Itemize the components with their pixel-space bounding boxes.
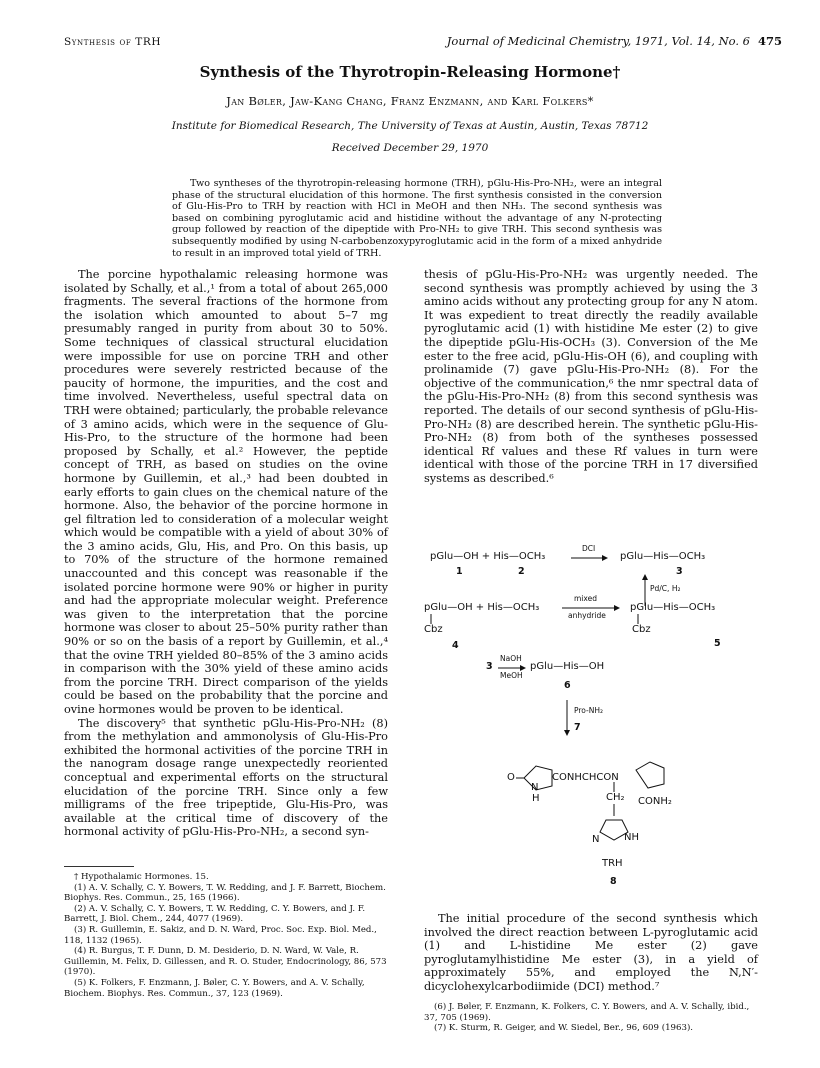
reaction-scheme bbox=[424, 544, 758, 908]
article-authors: Jan Bøler, Jaw-Kang Chang, Franz Enzmann, and Karl Folkers* bbox=[226, 94, 594, 108]
scheme-row3-start: 3 bbox=[486, 661, 493, 672]
left-paragraph-2: The discovery⁵ that synthetic pGlu-His-Pro-NH₂ (8) from the methylation and ammonolysis of Glu-His-Pro exhibited the hormonal activities of the porcine TRH in the nanogram dosage range unexpectedly reoriented conceptual and experimental efforts on the structural elucidation of the porcine TRH. Since only a few milligrams of the free tripeptide, Glu-His-Pro, was available at the critical time of discovery of the hormonal activity of pGlu-His-Pro-NH₂, a second syn- bbox=[64, 716, 388, 839]
right-column bbox=[424, 268, 758, 486]
compound-1: 1 bbox=[456, 566, 463, 577]
scheme-dci: DCI bbox=[582, 544, 596, 553]
article-title: Synthesis of the Thyrotropin-Releasing Hormone† bbox=[199, 63, 621, 81]
left-paragraph-1: The porcine hypothalamic releasing hormone was isolated by Schally, et al.,¹ from a total of about 265,000 fragments. The several fractions of the hormone from the isolation which amounted to about 5–7 mg presumably ranged in purity from about 30 to 50%. Some techniques of classical structural elucidation were impossible for use on porcine TRH and other procedures were severely restricted because of the paucity of hormone, the impurities, and the cost and time involved. Nevertheless, useful spectral data on TRH were obtained; particularly, the probable relevance of 3 amino acids, which were in the sequence of Glu-His-Pro, to the structure of the hormone had been proposed by Schally, et al.² However, the peptide concept of TRH, as based on studies on the ovine hormone by Guillemin, et al.,³ had been doubted in early efforts to gain clues on the chemical nature of the hormone. Also, the behavior of the porcine hormone in gel filtration led to consideration of a molecular weight which would be compatible with a yield of about 30% of the 3 amino acids, Glu, His, and Pro. On this basis, up to 70% of the structure of the hormone remained unaccounted and this concept was reasonable if the isolated porcine hormone were 90% or higher in purity and had the appropriate molecular weight. Preference was given to the interpretation that the porcine hormone was closer to about 25–50% purity rather than 90% or so on the basis of a report by Guillemin, et al.,⁴ that the ovine TRH yielded 80–85% of the 3 amino acids in comparison with the 30% yield of these amino acids from the porcine TRH. Direct comparison of the yields could be based on the probability that the porcine and ovine hormones would be proven to be identical. bbox=[64, 268, 388, 716]
right-paragraph-1: thesis of pGlu-His-Pro-NH₂ was urgently needed. The second synthesis was promptly achieved by using the 3 amino acids without any protecting group for any N atom. It was expedient to treat directly the readily available pyroglutamic acid (1) with histidine Me ester (2) to give the dipeptide pGlu-His-OCH₃ (3). Conversion of the Me ester to the free acid, pGlu-His-OH (6), and coupling with prolinamide (7) gave pGlu-His-Pro-NH₂ (8). For the objective of the communication,⁶ the nmr spectral data of the pGlu-His-Pro-NH₂ (8) from this second synthesis was reported. The details of our second synthesis of pGlu-His-Pro-NH₂ (8) are described herein. The synthetic pGlu-His-Pro-NH₂ (8) from both of the syntheses possessed identical Rf values and these Rf values in turn were identical with those of the porcine TRH in 17 diversified systems as described.⁶ bbox=[424, 268, 758, 485]
abstract-text: Two syntheses of the thyrotropin-releasing hormone (TRH), pGlu-His-Pro-NH₂, were an integral phase of the structural elucidation of this hormone. The first synthesis consisted in the conversion of Glu-His-Pro to TRH by reaction with HCl in MeOH and then NH₃. The second synthesis was based on combining pyroglutamic acid and histidine without the advantage of any N-protecting group followed by reaction of the dipeptide with Pro-NH₂ to give TRH. This second synthesis was subsequently modified by using N-carbobenzoxypyroglutamic acid in the form of a mixed anhydride to result in an improved total yield of TRH. bbox=[172, 178, 662, 259]
compound-5: 5 bbox=[714, 638, 721, 649]
left-column bbox=[64, 268, 388, 839]
arrow-dci-head bbox=[602, 555, 608, 561]
compound-7: 7 bbox=[574, 722, 581, 733]
trh-imidazole-n: N bbox=[592, 834, 600, 845]
scheme-row1-reactants: pGlu—OH + His—OCH₃ bbox=[430, 551, 546, 562]
footnote: † Hypothalamic Hormones. 15. bbox=[74, 872, 209, 882]
footnote-rule bbox=[64, 866, 134, 867]
scheme-row1-product: pGlu—His—OCH₃ bbox=[620, 551, 706, 562]
scheme-row2-product: pGlu—His—OCH₃ bbox=[630, 602, 716, 613]
compound-6: 6 bbox=[564, 680, 571, 691]
footnote: (6) J. Bøler, F. Enzmann, K. Folkers, C. Y. Bowers, and A. V. Schally, ibid., 37, 705 (1969). bbox=[424, 1002, 750, 1023]
scheme-hydrog: Pd/C, H₂ bbox=[650, 584, 681, 593]
trh-ring-n: N bbox=[531, 782, 539, 793]
trh-oxygen: O bbox=[507, 772, 515, 783]
footnote: (5) K. Folkers, F. Enzmann, J. Bøler, C. Y. Bowers, and A. V. Schally, Biochem. Biophys. Res. Commun., 37, 123 (1969). bbox=[64, 977, 365, 999]
trh-label: TRH bbox=[602, 858, 623, 869]
article-affiliation: Institute for Biomedical Research, The University of Texas at Austin, Austin, Texas 78712 bbox=[171, 120, 649, 132]
scheme-cbz-left: Cbz bbox=[424, 624, 443, 635]
footnote: (2) A. V. Schally, C. Y. Bowers, T. W. Redding, C. Y. Bowers, and J. F. Barrett, J. Biol. Chem., 244, 4077 (1969). bbox=[64, 903, 366, 925]
scheme-cbz-right: Cbz bbox=[632, 624, 651, 635]
scheme-naoh: NaOH bbox=[500, 654, 522, 663]
footnote: (3) R. Guillemin, E. Sakiz, and D. N. Ward, Proc. Soc. Exp. Biol. Med., 118, 1132 (1965). bbox=[64, 924, 377, 946]
proline-ring bbox=[636, 762, 664, 788]
scheme-row3-product: pGlu—His—OH bbox=[530, 661, 605, 672]
arrow-pro-head bbox=[564, 730, 570, 736]
abstract bbox=[172, 178, 662, 259]
trh-ring-h: H bbox=[532, 793, 540, 804]
compound-4: 4 bbox=[452, 640, 459, 651]
footnotes-right bbox=[424, 1002, 758, 1034]
compound-8: 8 bbox=[610, 876, 617, 887]
trh-ch2: CH₂ bbox=[606, 792, 625, 803]
compound-2: 2 bbox=[518, 566, 525, 577]
right-column-bottom bbox=[424, 912, 758, 994]
footnotes-left bbox=[64, 872, 390, 999]
running-title: Synthesis of TRH bbox=[64, 36, 162, 48]
arrow-mixed-head bbox=[614, 605, 620, 611]
footnote: (7) K. Sturm, R. Geiger, and W. Siedel, Ber., 96, 609 (1963). bbox=[434, 1023, 694, 1034]
scheme-row2-reactants: pGlu—OH + His—OCH₃ bbox=[424, 602, 540, 613]
page-number: 475 bbox=[757, 34, 782, 48]
scheme-meoh: MeOH bbox=[500, 671, 523, 680]
article-received: Received December 29, 1970 bbox=[331, 142, 489, 154]
scheme-mixed: mixed bbox=[574, 594, 597, 603]
footnote: (1) A. V. Schally, C. Y. Bowers, T. W. Redding, and J. F. Barrett, Biochem. Biophys. Res. Commun., 25, 165 (1966). bbox=[64, 882, 386, 904]
arrow-hydrog-head bbox=[642, 574, 648, 580]
trh-conh2: CONH₂ bbox=[638, 796, 672, 807]
scheme-pro-nh2: Pro-NH₂ bbox=[574, 706, 604, 715]
journal-citation: Journal of Medicinal Chemistry, 1971, Vol. 14, No. 6 bbox=[446, 34, 750, 48]
right-paragraph-2: The initial procedure of the second synthesis which involved the direct reaction between L-pyroglutamic acid (1) and L-histidine Me ester (2) gave pyroglutamylhistidine Me ester (3), in a yield of approximately 55%, and employed the N,N′-dicyclohexylcarbodiimide (DCI) method.⁷ bbox=[424, 912, 758, 993]
trh-imidazole-nh: NH bbox=[624, 832, 639, 843]
footnote: (4) R. Burgus, T. F. Dunn, D. M. Desiderio, D. N. Ward, W. Vale, R. Guillemin, M. Felix, D. Gillessen, and R. O. Studer, Endocrinology, 86, 573 (1970). bbox=[64, 946, 387, 978]
journal-header bbox=[447, 34, 782, 48]
trh-chain: CONHCHCON bbox=[552, 772, 619, 783]
compound-3: 3 bbox=[676, 566, 683, 577]
scheme-anhydride: anhydride bbox=[568, 611, 606, 620]
